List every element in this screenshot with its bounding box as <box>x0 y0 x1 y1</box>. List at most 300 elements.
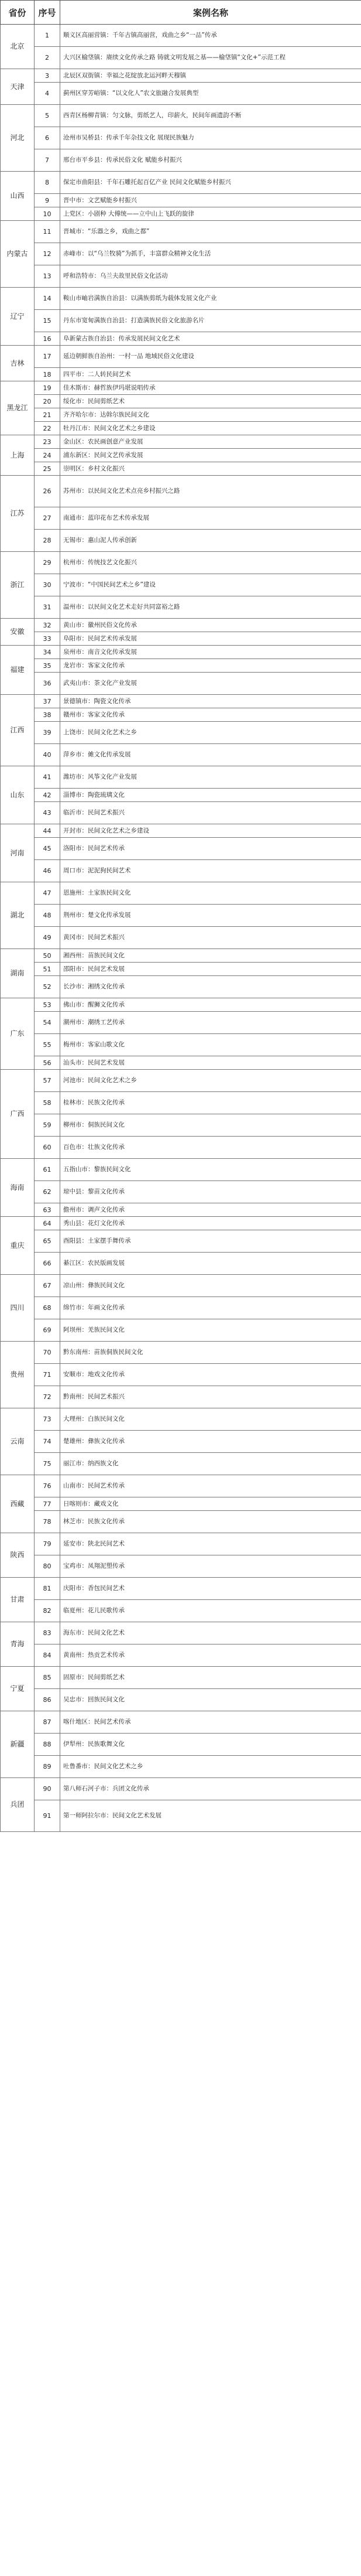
table-row <box>1 789 361 802</box>
case-name-cell: 伊犁州：民族歌舞文化 <box>60 1734 361 1756</box>
table-row <box>1 1778 361 1800</box>
province-cell: 湖北 <box>1 882 35 949</box>
number-cell: 46 <box>35 860 60 882</box>
table-body <box>1 25 361 1832</box>
province-cell: 山东 <box>1 766 35 824</box>
case-name-cell: 黔东南州：苗族侗族民间文化 <box>60 1342 361 1364</box>
province-cell: 新疆 <box>1 1711 35 1778</box>
case-name-cell: 丽江市：纳西族文化 <box>60 1453 361 1475</box>
table-row <box>1 194 361 207</box>
case-name-cell: 开封市：民间文化艺术之乡建设 <box>60 824 361 838</box>
province-cell: 天津 <box>1 69 35 105</box>
table-row <box>1 619 361 632</box>
number-cell: 37 <box>35 695 60 708</box>
number-cell: 60 <box>35 1137 60 1159</box>
case-name-cell: 吴忠市：回族民间文化 <box>60 1689 361 1711</box>
province-cell: 兵团 <box>1 1778 35 1832</box>
province-cell: 上海 <box>1 435 35 476</box>
number-cell: 24 <box>35 449 60 462</box>
table-row <box>1 1230 361 1253</box>
table-row <box>1 1667 361 1689</box>
number-cell: 49 <box>35 927 60 949</box>
table-row <box>1 659 361 673</box>
province-cell: 山西 <box>1 172 35 221</box>
number-cell: 38 <box>35 708 60 722</box>
case-name-cell: 无锡市：惠山泥人传承创新 <box>60 530 361 552</box>
case-name-cell: 淄博市：陶瓷琉璃文化 <box>60 789 361 802</box>
case-name-cell: 第一师阿拉尔市：民间文化艺术发展 <box>60 1800 361 1832</box>
table-row <box>1 1386 361 1408</box>
number-cell: 73 <box>35 1408 60 1431</box>
province-cell: 青海 <box>1 1622 35 1667</box>
case-name-cell: 周口市：泥泥狗民间艺术 <box>60 860 361 882</box>
table-row <box>1 105 361 127</box>
table-row <box>1 1070 361 1092</box>
table-row <box>1 1137 361 1159</box>
case-name-cell: 安顺市：地戏文化传承 <box>60 1364 361 1386</box>
case-name-cell: 蓟州区穿芳峪镇：“以文化人”农文旅融合发展典型 <box>60 83 361 105</box>
case-name-cell: 秀山县：花灯文化传承 <box>60 1217 361 1230</box>
number-cell: 58 <box>35 1092 60 1114</box>
table-row <box>1 1408 361 1431</box>
case-name-cell: 萍乡市：傩文化传承发展 <box>60 744 361 766</box>
case-name-cell: 延安市：陕北民间艺术 <box>60 1533 361 1555</box>
case-name-cell: 四平市：二人转民间艺术 <box>60 368 361 381</box>
table-row <box>1 1734 361 1756</box>
number-cell: 89 <box>35 1756 60 1778</box>
table-row <box>1 574 361 596</box>
case-name-cell: 黄南州：热贡艺术传承 <box>60 1644 361 1667</box>
case-name-cell: 阿坝州：羌族民间文化 <box>60 1319 361 1342</box>
number-cell: 56 <box>35 1056 60 1070</box>
table-row <box>1 207 361 221</box>
table-row <box>1 673 361 695</box>
case-name-cell: 阜新蒙古族自治县：传承发展民间文化艺术 <box>60 332 361 346</box>
number-cell: 28 <box>35 530 60 552</box>
province-cell: 浙江 <box>1 552 35 619</box>
table-row <box>1 998 361 1012</box>
province-cell: 广东 <box>1 998 35 1070</box>
number-cell: 21 <box>35 408 60 422</box>
number-cell: 79 <box>35 1533 60 1555</box>
table-row <box>1 1578 361 1600</box>
case-name-cell: 庆阳市：香包民间艺术 <box>60 1578 361 1600</box>
number-cell: 8 <box>35 172 60 194</box>
table-row <box>1 905 361 927</box>
number-cell: 6 <box>35 127 60 149</box>
table-row <box>1 1114 361 1137</box>
number-cell: 63 <box>35 1203 60 1217</box>
table-row <box>1 1475 361 1497</box>
case-name-cell: 泉州市：南音文化传承发展 <box>60 646 361 659</box>
number-cell: 78 <box>35 1511 60 1533</box>
number-cell: 23 <box>35 435 60 449</box>
province-cell: 江苏 <box>1 476 35 552</box>
table-row <box>1 422 361 435</box>
table-row <box>1 1092 361 1114</box>
case-name-cell: 洛阳市：民间艺术传承 <box>60 838 361 860</box>
table-row <box>1 882 361 905</box>
province-cell: 黑龙江 <box>1 381 35 435</box>
case-name-cell: 西青区杨柳青镇：匀文脉，剪纸艺人，印薪火，民间年画遗韵不断 <box>60 105 361 127</box>
number-cell: 90 <box>35 1778 60 1800</box>
case-name-cell: 潍坊市：风筝文化产业发展 <box>60 766 361 789</box>
table-row <box>1 1297 361 1319</box>
province-cell: 辽宁 <box>1 288 35 346</box>
case-name-cell: 宁波市：“中国民间艺术之乡”建设 <box>60 574 361 596</box>
case-name-cell: 金山区：农民画创意产业发展 <box>60 435 361 449</box>
case-name-cell: 牡丹江市：民间文化艺术之乡建设 <box>60 422 361 435</box>
number-cell: 91 <box>35 1800 60 1832</box>
table-row <box>1 288 361 310</box>
case-name-cell: 浦东新区：民间文艺传承发展 <box>60 449 361 462</box>
number-cell: 71 <box>35 1364 60 1386</box>
table-row <box>1 949 361 963</box>
number-cell: 43 <box>35 802 60 824</box>
number-cell: 12 <box>35 243 60 265</box>
table-row <box>1 1533 361 1555</box>
number-cell: 19 <box>35 381 60 395</box>
case-name-cell: 荆州市：楚文化传承发展 <box>60 905 361 927</box>
number-cell: 45 <box>35 838 60 860</box>
case-name-cell: 景德镇市：陶瓷文化传承 <box>60 695 361 708</box>
table-row <box>1 1431 361 1453</box>
table-row <box>1 408 361 422</box>
number-cell: 68 <box>35 1297 60 1319</box>
number-cell: 35 <box>35 659 60 673</box>
number-cell: 2 <box>35 47 60 69</box>
table-row <box>1 976 361 998</box>
case-name-cell: 苏州市：以民间文化艺术点亮乡村振兴之路 <box>60 476 361 507</box>
header-province: 省份 <box>1 1 35 25</box>
table-row <box>1 708 361 722</box>
case-name-cell: 邢台市平乡县：传承民俗文化 赋能乡村振兴 <box>60 149 361 172</box>
number-cell: 1 <box>35 25 60 47</box>
table-row <box>1 632 361 646</box>
number-cell: 51 <box>35 963 60 976</box>
case-name-cell: 第八师石河子市：兵团文化传承 <box>60 1778 361 1800</box>
number-cell: 87 <box>35 1711 60 1734</box>
table-row <box>1 449 361 462</box>
case-name-cell: 上党区：小剧种 大傅统——立中山上飞跃的旋律 <box>60 207 361 221</box>
number-cell: 15 <box>35 310 60 332</box>
number-cell: 39 <box>35 722 60 744</box>
province-cell: 海南 <box>1 1159 35 1217</box>
table-row <box>1 963 361 976</box>
case-name-cell: 龙岩市：客家文化传承 <box>60 659 361 673</box>
number-cell: 40 <box>35 744 60 766</box>
case-name-cell: 梅州市：客家山歌文化 <box>60 1034 361 1056</box>
case-name-cell: 綦江区：农民版画发展 <box>60 1253 361 1275</box>
case-name-cell: 赤峰市：以“乌兰牧骑”为抓手，丰富群众精神文化生活 <box>60 243 361 265</box>
number-cell: 3 <box>35 69 60 83</box>
table-row <box>1 1497 361 1511</box>
number-cell: 69 <box>35 1319 60 1342</box>
table-row <box>1 1217 361 1230</box>
case-name-cell: 汕头市：民间艺术发展 <box>60 1056 361 1070</box>
table-row <box>1 1034 361 1056</box>
table-row <box>1 766 361 789</box>
table-row <box>1 172 361 194</box>
number-cell: 41 <box>35 766 60 789</box>
number-cell: 33 <box>35 632 60 646</box>
case-name-cell: 宝鸡市：凤翔泥塑传承 <box>60 1555 361 1578</box>
number-cell: 25 <box>35 462 60 476</box>
table-row <box>1 596 361 619</box>
number-cell: 29 <box>35 552 60 574</box>
number-cell: 48 <box>35 905 60 927</box>
case-name-cell: 百色市：壮族文化传承 <box>60 1137 361 1159</box>
number-cell: 77 <box>35 1497 60 1511</box>
table-row <box>1 1555 361 1578</box>
table-row <box>1 435 361 449</box>
number-cell: 22 <box>35 422 60 435</box>
case-name-cell: 保定市曲阳县：千年石雕托起百亿产业 民间文化赋能乡村振兴 <box>60 172 361 194</box>
table-row <box>1 346 361 368</box>
table-row <box>1 1644 361 1667</box>
table-row <box>1 802 361 824</box>
table-row <box>1 1319 361 1342</box>
case-name-cell: 日喀则市：藏戏文化 <box>60 1497 361 1511</box>
case-name-cell: 儋州市：调声文化传承 <box>60 1203 361 1217</box>
number-cell: 82 <box>35 1600 60 1622</box>
case-name-cell: 楚雄州：彝族文化传承 <box>60 1431 361 1453</box>
case-name-cell: 凉山州：彝族民间文化 <box>60 1275 361 1297</box>
number-cell: 75 <box>35 1453 60 1475</box>
table-row <box>1 1622 361 1644</box>
table-row <box>1 646 361 659</box>
case-name-cell: 武夷山市：茶文化产业发展 <box>60 673 361 695</box>
table-row <box>1 69 361 83</box>
case-name-cell: 杭州市：传统技艺文化振兴 <box>60 552 361 574</box>
case-name-cell: 丹东市宽甸满族自治县：打造满族民俗文化旅游名片 <box>60 310 361 332</box>
table-row <box>1 368 361 381</box>
number-cell: 76 <box>35 1475 60 1497</box>
case-name-cell: 邵阳市：民间艺术发展 <box>60 963 361 976</box>
case-name-cell: 大理州：白族民间文化 <box>60 1408 361 1431</box>
table-row <box>1 1600 361 1622</box>
case-name-cell: 五指山市：黎族民间文化 <box>60 1159 361 1181</box>
number-cell: 52 <box>35 976 60 998</box>
number-cell: 66 <box>35 1253 60 1275</box>
number-cell: 17 <box>35 346 60 368</box>
case-name-cell: 湘西州：苗族民间文化 <box>60 949 361 963</box>
case-name-cell: 临沂市：民间艺术振兴 <box>60 802 361 824</box>
number-cell: 70 <box>35 1342 60 1364</box>
number-cell: 81 <box>35 1578 60 1600</box>
table-row <box>1 265 361 288</box>
table-row <box>1 127 361 149</box>
number-cell: 54 <box>35 1012 60 1034</box>
case-name-cell: 长沙市：湘绣文化传承 <box>60 976 361 998</box>
number-cell: 84 <box>35 1644 60 1667</box>
table-row <box>1 476 361 507</box>
number-cell: 57 <box>35 1070 60 1092</box>
number-cell: 59 <box>35 1114 60 1137</box>
province-cell: 四川 <box>1 1275 35 1342</box>
number-cell: 4 <box>35 83 60 105</box>
table-row <box>1 1159 361 1181</box>
number-cell: 80 <box>35 1555 60 1578</box>
case-name-cell: 齐齐哈尔市：达斡尔族民间文化 <box>60 408 361 422</box>
case-name-cell: 上饶市：民间文化艺术之乡 <box>60 722 361 744</box>
case-name-cell: 顺义区高丽营镇：千年古镇高丽营，戏曲之乡“一品”传承 <box>60 25 361 47</box>
case-name-cell: 林芝市：民族文化传承 <box>60 1511 361 1533</box>
table-row <box>1 1342 361 1364</box>
table-row <box>1 530 361 552</box>
table-row <box>1 1689 361 1711</box>
table-row <box>1 1012 361 1034</box>
case-name-cell: 临夏州：花儿民歌传承 <box>60 1600 361 1622</box>
province-cell: 河南 <box>1 824 35 882</box>
case-name-cell: 琼中县：黎苗文化传承 <box>60 1181 361 1203</box>
table-row <box>1 1800 361 1832</box>
number-cell: 16 <box>35 332 60 346</box>
number-cell: 10 <box>35 207 60 221</box>
case-name-cell: 桂林市：民族文化传承 <box>60 1092 361 1114</box>
province-cell: 河北 <box>1 105 35 172</box>
province-cell: 甘肃 <box>1 1578 35 1622</box>
number-cell: 85 <box>35 1667 60 1689</box>
province-cell: 福建 <box>1 646 35 695</box>
case-name-cell: 固原市：民间剪纸艺术 <box>60 1667 361 1689</box>
case-name-cell: 绵竹市：年画文化传承 <box>60 1297 361 1319</box>
number-cell: 13 <box>35 265 60 288</box>
case-name-cell: 沧州市吴桥县：传承千年杂技文化 展现民族魅力 <box>60 127 361 149</box>
number-cell: 65 <box>35 1230 60 1253</box>
province-cell: 北京 <box>1 25 35 69</box>
table-row <box>1 1511 361 1533</box>
number-cell: 44 <box>35 824 60 838</box>
province-cell: 安徽 <box>1 619 35 646</box>
number-cell: 34 <box>35 646 60 659</box>
number-cell: 30 <box>35 574 60 596</box>
number-cell: 42 <box>35 789 60 802</box>
table-row <box>1 722 361 744</box>
number-cell: 9 <box>35 194 60 207</box>
table-row <box>1 1275 361 1297</box>
number-cell: 67 <box>35 1275 60 1297</box>
province-cell: 云南 <box>1 1408 35 1475</box>
province-cell: 西藏 <box>1 1475 35 1533</box>
case-name-cell: 黔南州：民间艺术振兴 <box>60 1386 361 1408</box>
case-name-cell: 赣州市：客家文化传承 <box>60 708 361 722</box>
number-cell: 61 <box>35 1159 60 1181</box>
case-name-cell: 海东市：民间文化艺术 <box>60 1622 361 1644</box>
number-cell: 83 <box>35 1622 60 1644</box>
province-cell: 陕西 <box>1 1533 35 1578</box>
province-cell: 湖南 <box>1 949 35 998</box>
number-cell: 31 <box>35 596 60 619</box>
table-row <box>1 243 361 265</box>
number-cell: 11 <box>35 221 60 243</box>
number-cell: 7 <box>35 149 60 172</box>
table-row <box>1 1364 361 1386</box>
number-cell: 55 <box>35 1034 60 1056</box>
table-row <box>1 1253 361 1275</box>
case-name-cell: 佛山市：醒狮文化传承 <box>60 998 361 1012</box>
table-row <box>1 1203 361 1217</box>
case-name-cell: 阜阳市：民间艺术传承发展 <box>60 632 361 646</box>
table-header-row <box>1 1 361 25</box>
table-row <box>1 695 361 708</box>
table-row <box>1 860 361 882</box>
province-cell: 重庆 <box>1 1217 35 1275</box>
case-name-cell: 潮州市：潮绣工艺传承 <box>60 1012 361 1034</box>
number-cell: 5 <box>35 105 60 127</box>
province-cell: 贵州 <box>1 1342 35 1408</box>
case-name-cell: 山南市：民间艺术传承 <box>60 1475 361 1497</box>
case-name-cell: 黄山市：徽州民俗文化传承 <box>60 619 361 632</box>
table-row <box>1 221 361 243</box>
case-name-cell: 崇明区：乡村文化振兴 <box>60 462 361 476</box>
case-name-cell: 喀什地区：民间艺术传承 <box>60 1711 361 1734</box>
case-name-cell: 北辰区双街镇：幸福之花绽放北运河畔天穆镇 <box>60 69 361 83</box>
case-name-cell: 佳木斯市：赫哲族伊玛堪说唱传承 <box>60 381 361 395</box>
case-name-cell: 呼和浩特市：乌兰夫故里民俗文化活动 <box>60 265 361 288</box>
header-number: 序号 <box>35 1 60 25</box>
table-row <box>1 462 361 476</box>
table-row <box>1 824 361 838</box>
table-row <box>1 310 361 332</box>
number-cell: 88 <box>35 1734 60 1756</box>
table-row <box>1 332 361 346</box>
province-cell: 吉林 <box>1 346 35 381</box>
number-cell: 72 <box>35 1386 60 1408</box>
number-cell: 32 <box>35 619 60 632</box>
table-row <box>1 927 361 949</box>
case-name-cell: 晋城市：“乐器之乡，戏曲之都” <box>60 221 361 243</box>
province-cell: 宁夏 <box>1 1667 35 1711</box>
case-name-cell: 恩施州：土家族民间文化 <box>60 882 361 905</box>
number-cell: 62 <box>35 1181 60 1203</box>
table-row <box>1 1056 361 1070</box>
number-cell: 27 <box>35 507 60 530</box>
table-row <box>1 25 361 47</box>
number-cell: 20 <box>35 395 60 408</box>
case-name-cell: 黄冈市：民间艺术振兴 <box>60 927 361 949</box>
table-row <box>1 149 361 172</box>
table-row <box>1 1453 361 1475</box>
table-row <box>1 507 361 530</box>
province-cell: 内蒙古 <box>1 221 35 288</box>
table-row <box>1 1181 361 1203</box>
number-cell: 14 <box>35 288 60 310</box>
province-cell: 江西 <box>1 695 35 766</box>
case-name-cell: 温州市：以民间文化艺术走好共同富裕之路 <box>60 596 361 619</box>
table-row <box>1 744 361 766</box>
table-row <box>1 395 361 408</box>
table-row <box>1 838 361 860</box>
number-cell: 53 <box>35 998 60 1012</box>
table-row <box>1 552 361 574</box>
number-cell: 36 <box>35 673 60 695</box>
number-cell: 64 <box>35 1217 60 1230</box>
table-row <box>1 47 361 69</box>
header-case-name: 案例名称 <box>60 1 361 25</box>
case-name-cell: 南通市：蓝印花布艺术传承发展 <box>60 507 361 530</box>
number-cell: 74 <box>35 1431 60 1453</box>
number-cell: 26 <box>35 476 60 507</box>
case-name-cell: 大兴区榆垡镇：赓续文化传承之路 铸就文明发展之基——榆垡镇“文化+”示范工程 <box>60 47 361 69</box>
table-row <box>1 1711 361 1734</box>
case-name-cell: 酉阳县：土家摆手舞传承 <box>60 1230 361 1253</box>
case-name-cell: 河池市：民间文化艺术之乡 <box>60 1070 361 1092</box>
table-row <box>1 1756 361 1778</box>
case-name-cell: 绥化市：民间剪纸艺术 <box>60 395 361 408</box>
case-name-cell: 鞍山市岫岩满族自治县：以满族剪纸为载体发展文化产业 <box>60 288 361 310</box>
number-cell: 50 <box>35 949 60 963</box>
